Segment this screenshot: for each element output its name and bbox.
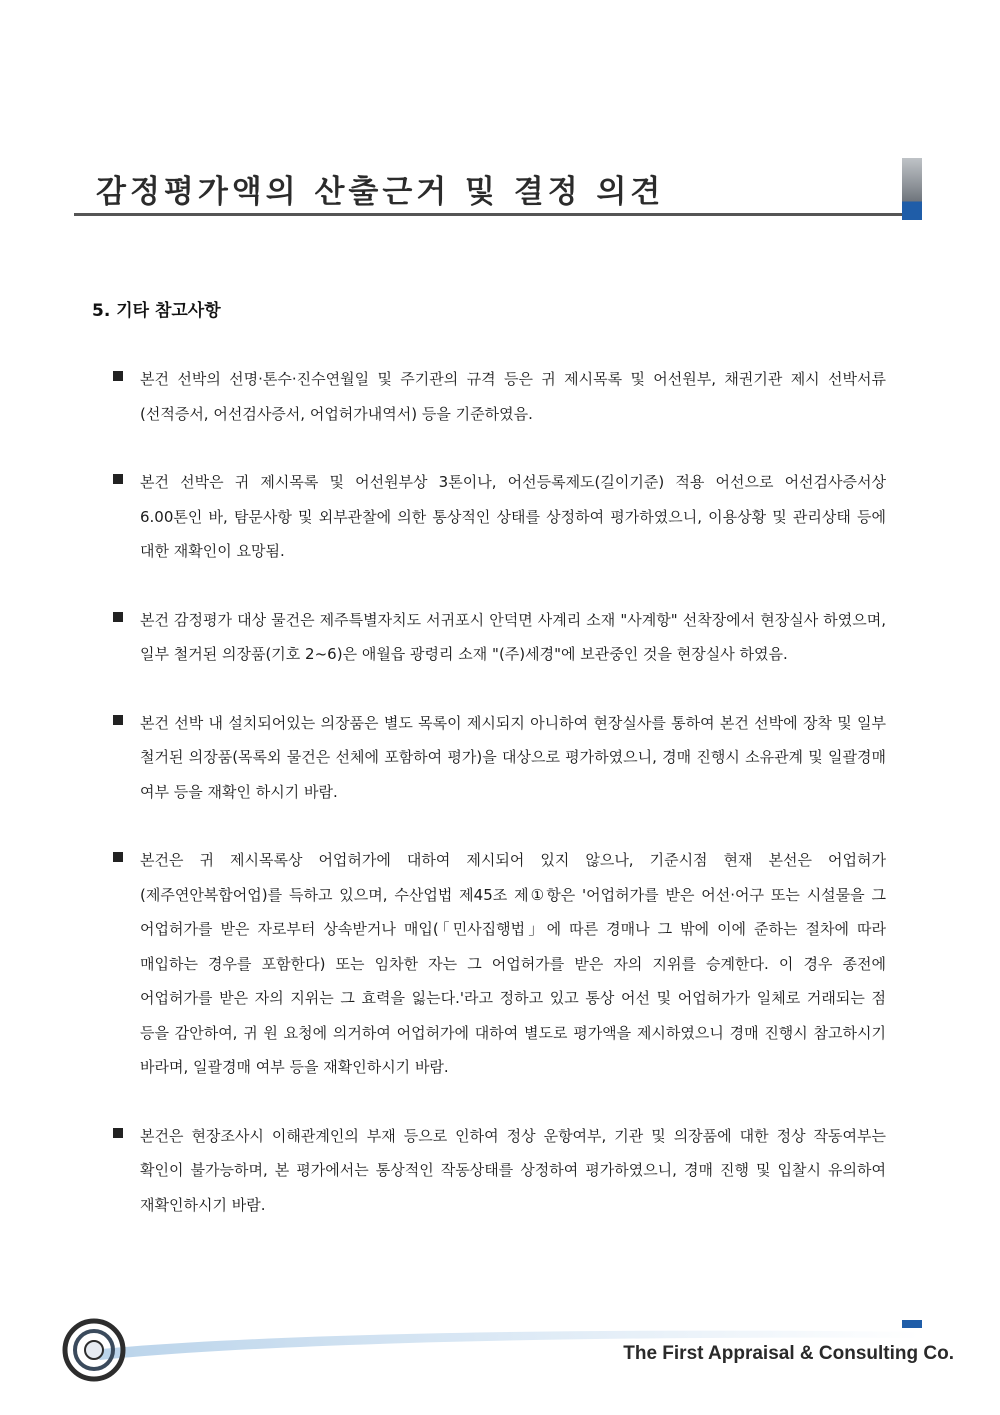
list-item-text: 본건 선박은 귀 제시목록 및 어선원부상 3톤이나, 어선등록제도(길이기준) 적용 어선으로 어선검사증서상 6.00톤인 바, 탐문사항 및 외부관찰에 의한 통상적인 상태를 상정하여 평가하였으니, 이용상황 및 관리상태 등에 대한 재확인이 요망됨. [140,473,886,560]
company-logo-icon [65,1321,123,1379]
list-item [110,1119,886,1223]
footer-accent-square [902,1320,922,1328]
square-bullet-icon [113,715,123,725]
list-item [110,465,886,569]
list-item [110,603,886,672]
square-bullet-icon [113,852,123,862]
footer-company-name: The First Appraisal & Consulting Co. [623,1343,954,1364]
list-item-text: 본건 선박 내 설치되어있는 의장품은 별도 목록이 제시되지 아니하여 현장실사를 통하여 본건 선박에 장착 및 일부 철거된 의장품(목록외 물건은 선체에 포함하여 평가)을 대상으로 평가하였으니, 경매 진행시 소유관계 및 일괄경매 여부 등을 재확인 하시기 바람. [140,713,886,801]
title-underline [74,213,904,216]
list-item [110,362,886,431]
list-item-text: 본건은 귀 제시목록상 어업허가에 대하여 제시되어 있지 않으나, 기준시점 현재 본선은 어업허가(제주연안복합어업)를 득하고 있으며, 수산업법 제45조 제①항은 '어업허가를 받은 어선·어구 또는 시설물을 그 어업허가를 받은 자로부터 상속받거나 매입(「민사집행법」에 따른 경매나 그 밖에 이에 준하는 절차에 따라 매입하는 경우를 포함한다) 또는 임차한 자는 그 어업허가를 받은 자의 지위를 승계한다. 이 경우 종전에 어업허가를 받은 자의 지위는 그 효력을 잃는다.'라고 정하고 있고 통상 어선 및 어업허가가 일체로 거래되는 점 등을 감안하여, 귀 원 요청에 의거하여 어업허가에 대하여 별도로 평가액을 제시하였으니 경매 진행시 참고하시기 바라며, 일괄경매 여부 등을 재확인하시기 바람. [140,851,886,1076]
list-item-text: 본건은 현장조사시 이해관계인의 부재 등으로 인하여 정상 운항여부, 기관 및 의장품에 대한 정상 작동여부는 확인이 불가능하며, 본 평가에서는 통상적인 작동상태를 상정하여 평가하였으니, 경매 진행 및 입찰시 유의하여 재확인하시기 바람. [140,1126,886,1214]
list-item-text: 본건 선박의 선명·톤수·진수연월일 및 주기관의 규격 등은 귀 제시목록 및 어선원부, 채권기관 제시 선박서류(선적증서, 어선검사증서, 어업허가내역서) 등을 기준하였음. [140,370,886,423]
header-accent-bar [902,158,922,220]
list-item [110,706,886,810]
square-bullet-icon [113,474,123,484]
section-heading: 5. 기타 참고사항 [92,301,221,321]
notes-list [110,362,886,1256]
square-bullet-icon [113,1128,123,1138]
square-bullet-icon [113,371,123,381]
page-title: 감정평가액의 산출근거 및 결정 의견 [96,174,665,210]
list-item [110,843,886,1085]
square-bullet-icon [113,612,123,622]
list-item-text: 본건 감정평가 대상 물건은 제주특별자치도 서귀포시 안덕면 사계리 소재 "사계항" 선착장에서 현장실사 하였으며, 일부 철거된 의장품(기호 2~6)은 애월읍 광령리 소재 "(주)세경"에 보관중인 것을 현장실사 하였음. [140,610,886,663]
